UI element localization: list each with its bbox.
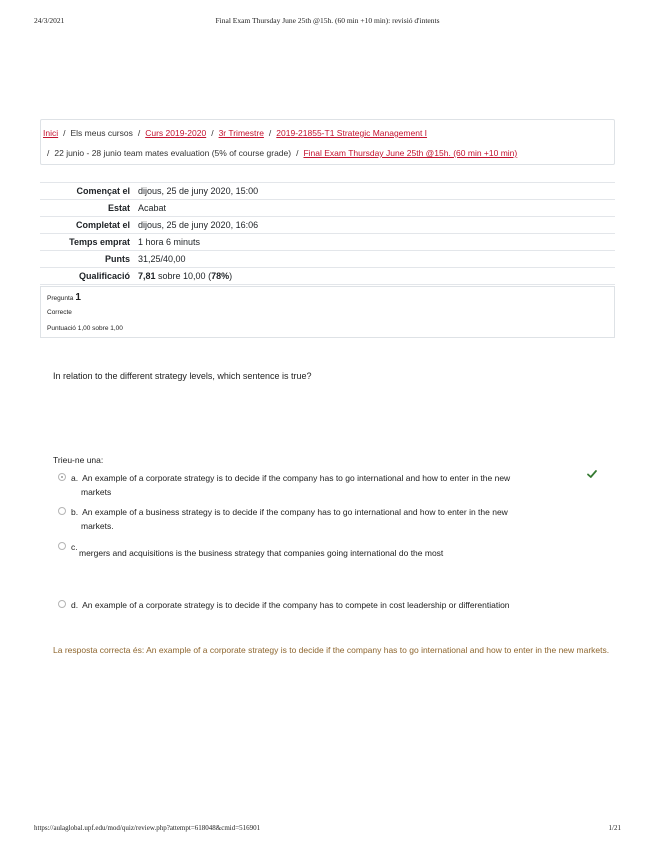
breadcrumb-separator: / (268, 128, 272, 138)
answer-label-c (71, 540, 571, 558)
answer-radio-a[interactable] (58, 473, 66, 481)
print-url: https://aulaglobal.upf.edu/mod/quiz/review.php?attempt=618048&cmid=516901 (34, 824, 261, 832)
summary-key: Completat el (40, 217, 138, 234)
print-header (0, 16, 655, 28)
breadcrumb-separator: / (211, 128, 214, 138)
check-icon (586, 468, 598, 480)
summary-key: Estat (40, 200, 138, 217)
question-number-label: Pregunta (47, 295, 74, 302)
grade-out-of: sobre 10,00 ( (155, 271, 212, 281)
question-number-value: 1 (75, 292, 81, 303)
breadcrumb-trimester-link[interactable]: 3r Trimestre (218, 128, 264, 138)
breadcrumb-home-link[interactable]: Inici (43, 128, 59, 138)
summary-value (138, 268, 615, 285)
breadcrumb-section: 22 junio - 28 junio team mates evaluation (5% of course grade) (54, 148, 292, 158)
answer-label-b (71, 505, 571, 533)
answer-text-line1: An example of a business strategy is to decide if the company has to go international and how to enter in the new (82, 507, 508, 517)
answer-letter: c. (71, 542, 78, 552)
summary-key: Començat el (40, 183, 138, 200)
attempt-summary-table (40, 182, 615, 285)
summary-row-state (40, 200, 615, 217)
summary-row-time-taken (40, 234, 615, 251)
grade-score: 7,81 (138, 271, 156, 281)
summary-row-completed (40, 217, 615, 234)
answer-text-line1: An example of a corporate strategy is to decide if the company has to compete in cost leadership or differentiation (82, 600, 510, 610)
answer-text-line2: markets (81, 487, 112, 497)
breadcrumb-separator: / (296, 148, 299, 158)
question-info-box (40, 286, 615, 338)
answer-text-line2: mergers and acquisitions is the business strategy that companies going international do the most (79, 548, 444, 558)
question-number (47, 292, 81, 303)
summary-key: Qualificació (40, 268, 138, 285)
grade-close-paren: ) (229, 271, 233, 281)
breadcrumb-course-link[interactable]: 2019-21855-T1 Strategic Management I (276, 128, 428, 138)
summary-value: Acabat (138, 200, 615, 217)
answer-letter: d. (71, 600, 79, 610)
breadcrumb-course-year-link[interactable]: Curs 2019-2020 (145, 128, 207, 138)
summary-value: dijous, 25 de juny 2020, 15:00 (138, 183, 615, 200)
summary-key: Punts (40, 251, 138, 268)
summary-row-marks (40, 251, 615, 268)
breadcrumb-separator: / (137, 128, 141, 138)
answer-label-a (71, 471, 571, 499)
answer-radio-c[interactable] (58, 542, 66, 550)
answer-prompt: Trieu-ne una: (53, 455, 104, 465)
breadcrumb-quiz-link[interactable]: Final Exam Thursday June 25th @15h. (60 min +10 min) (303, 148, 518, 158)
summary-row-grade (40, 268, 615, 285)
answer-radio-d[interactable] (58, 600, 66, 608)
answer-radio-b[interactable] (58, 507, 66, 515)
print-title: Final Exam Thursday June 25th @15h. (60 min +10 min): revisió d'intents (215, 16, 440, 25)
breadcrumb-separator: / (63, 128, 66, 138)
print-date: 24/3/2021 (34, 16, 65, 25)
correct-answer-feedback: La resposta correcta és: An example of a corporate strategy is to decide if the company has to go international and how to enter in the new markets. (53, 645, 610, 655)
summary-value: 31,25/40,00 (138, 251, 615, 268)
question-state: Correcte (47, 309, 72, 316)
grade-percent: 78% (211, 271, 230, 281)
summary-row-started (40, 183, 615, 200)
answer-text-line1: An example of a corporate strategy is to decide if the company has to go international and how to enter in the new (82, 473, 511, 483)
answer-letter: b. (71, 507, 79, 517)
print-footer (0, 824, 655, 836)
breadcrumb (40, 119, 615, 165)
answer-label-d (71, 598, 571, 612)
breadcrumb-line-2 (47, 148, 517, 158)
print-page-number: 1/21 (608, 824, 621, 832)
breadcrumb-my-courses: Els meus cursos (70, 128, 133, 138)
breadcrumb-separator: / (47, 148, 50, 158)
question-text: In relation to the different strategy levels, which sentence is true? (53, 371, 312, 381)
question-grade: Puntuació 1,00 sobre 1,00 (47, 325, 123, 332)
answer-text-line2: markets. (81, 521, 114, 531)
summary-value: dijous, 25 de juny 2020, 16:06 (138, 217, 615, 234)
summary-key: Temps emprat (40, 234, 138, 251)
summary-value: 1 hora 6 minuts (138, 234, 615, 251)
answer-letter: a. (71, 473, 79, 483)
breadcrumb-line-1 (43, 128, 427, 138)
